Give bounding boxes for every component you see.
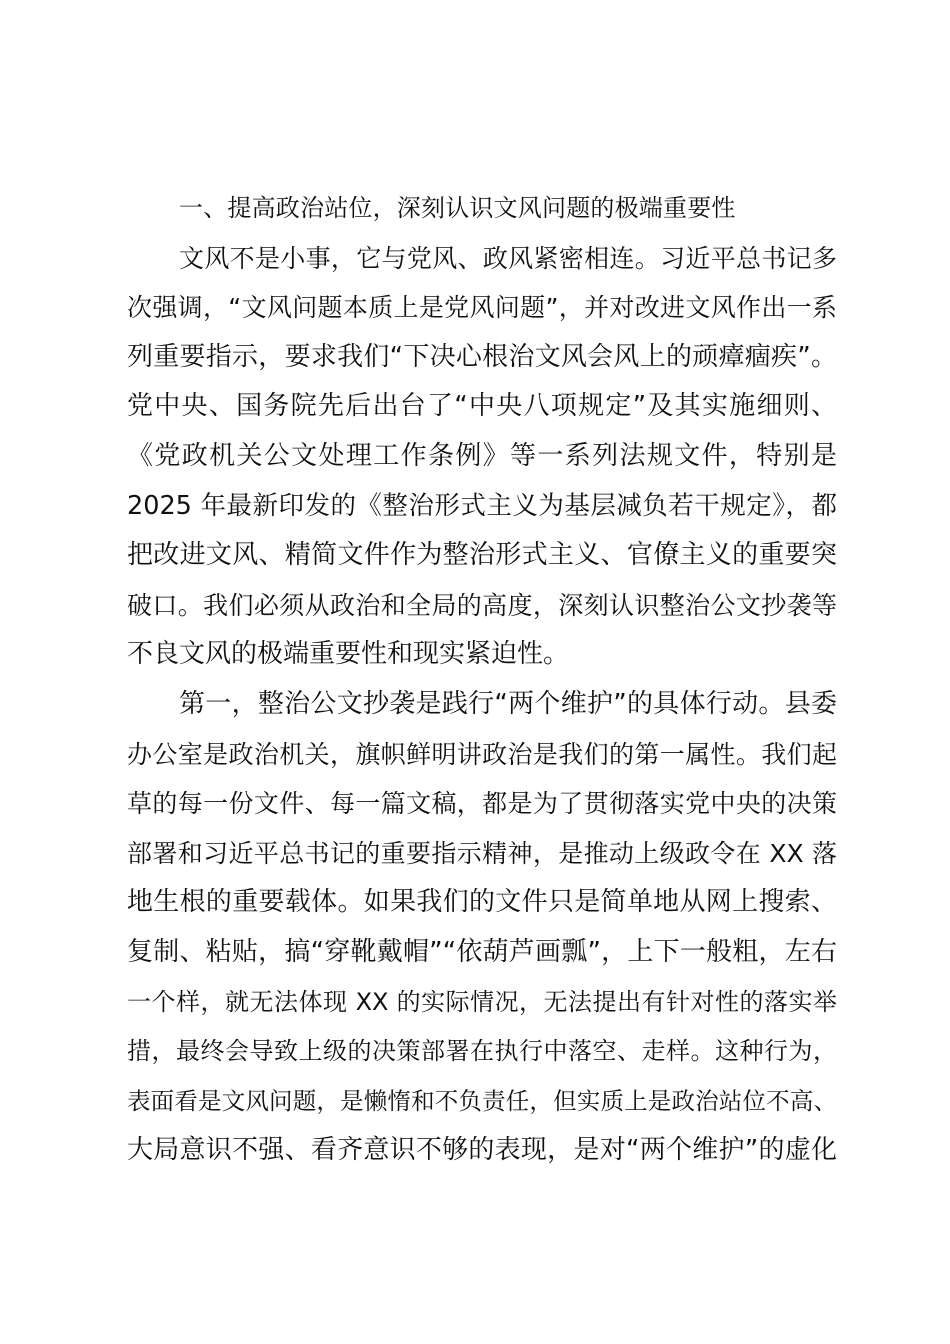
paragraph-line: 把改进文风、精简文件作为整治形式主义、官僚主义的重要突 <box>127 540 837 571</box>
paragraph-line: 草的每一份文件、每一篇文稿，都是为了贯彻落实党中央的决策 <box>127 789 837 819</box>
paragraph-line: 第一，整治公文抄袭是践行“两个维护”的具体行动。县委 <box>179 688 837 719</box>
paragraph-line: 表面看是文风问题，是懒惰和不负责任，但实质上是政治站位不高、 <box>127 1086 837 1115</box>
paragraph-1 <box>127 234 837 680</box>
paragraph-line: 大局意识不强、看齐意识不够的表现，是对“两个维护”的虚化 <box>127 1135 837 1166</box>
paragraph-line: 措，最终会导致上级的决策部署在执行中落空、走样。这种行为， <box>127 1037 837 1066</box>
paragraph-line: 《党政机关公文处理工作条例》等一系列法规文件，特别是 <box>127 440 837 471</box>
paragraph-line: 复制、粘贴，搞“穿靴戴帽”“依葫芦画瓢”，上下一般粗，左右 <box>127 936 837 967</box>
paragraph-line: 办公室是政治机关，旗帜鲜明讲政治是我们的第一属性。我们起 <box>127 739 837 769</box>
paragraph-line: 不良文风的极端重要性和现实紧迫性。 <box>127 639 570 670</box>
paragraph-line: 地生根的重要载体。如果我们的文件只是简单地从网上搜索、 <box>127 887 837 918</box>
paragraph-line: 党中央、国务院先后出台了“中央八项规定”及其实施细则、 <box>127 391 837 422</box>
paragraph-line: 破口。我们必须从政治和全局的高度，深刻认识整治公文抄袭等 <box>127 590 837 620</box>
section-heading: 一、提高政治站位，深刻认识文风问题的极端重要性 <box>179 194 736 222</box>
paragraph-2 <box>127 680 837 1176</box>
paragraph-line: 2025 年最新印发的《整治形式主义为基层减负若干规定》，都 <box>127 490 837 521</box>
paragraph-line: 文风不是小事，它与党风、政风紧密相连。习近平总书记多 <box>179 243 837 273</box>
paragraph-line: 列重要指示，要求我们“下决心根治文风会风上的顽瘴痼疾”。 <box>127 341 837 372</box>
document-body <box>127 184 837 1176</box>
paragraph-line: 一个样，就无法体现 XX 的实际情况，无法提出有针对性的落实举 <box>127 987 837 1016</box>
paragraph-line: 次强调，“文风问题本质上是党风问题”，并对改进文风作出一系 <box>127 293 837 323</box>
paragraph-line: 部署和习近平总书记的重要指示精神，是推动上级政令在 XX 落 <box>127 838 837 868</box>
